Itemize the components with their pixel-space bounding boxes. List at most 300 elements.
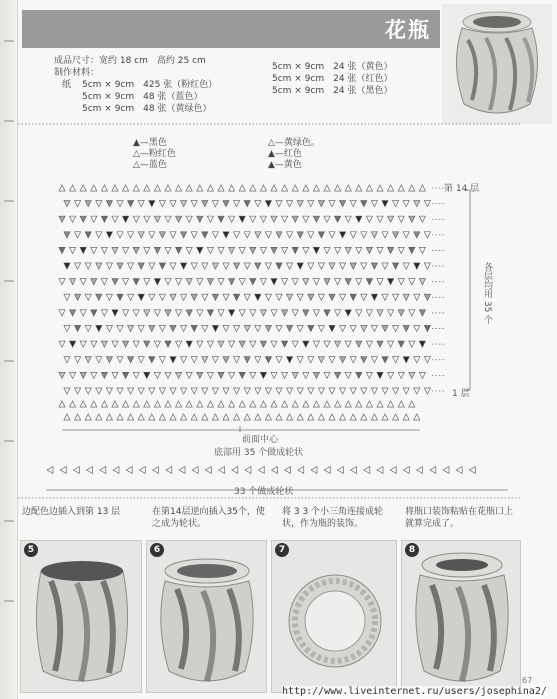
layer-triangle: [70, 216, 76, 222]
layer-triangle: [239, 247, 245, 253]
base-triangle: [85, 414, 91, 420]
layer-triangle: [244, 294, 250, 300]
layer-triangle: [324, 185, 330, 191]
layer-triangle: [80, 216, 86, 222]
layer-triangle: [59, 372, 65, 378]
base-triangle: [128, 414, 134, 420]
base-triangle: [101, 401, 107, 407]
layer-triangle: [366, 247, 372, 253]
layer-triangle: [265, 357, 271, 363]
layer-triangle: [303, 372, 309, 378]
layer-triangle: [239, 372, 245, 378]
base-triangle: [377, 401, 383, 407]
layer-triangle: [345, 279, 351, 285]
layer-triangle: [361, 357, 367, 363]
layer-triangle: [96, 357, 102, 363]
layer-triangle: [239, 341, 245, 347]
ring-triangle: [113, 467, 119, 474]
layer-triangle: [144, 247, 150, 253]
step-8-number: 8: [405, 543, 419, 557]
layer-triangle: [409, 310, 415, 316]
layer-triangle: [218, 185, 224, 191]
layer-triangle: [250, 247, 256, 253]
layer-triangle: [64, 201, 70, 207]
layer-triangle: [329, 325, 335, 331]
layer-triangle: [382, 263, 388, 269]
layer-triangle: [176, 341, 182, 347]
layer-triangle: [197, 372, 203, 378]
layer-triangle: [250, 310, 256, 316]
layer-triangle: [159, 325, 165, 331]
base-triangle: [207, 401, 213, 407]
base-triangle: [59, 401, 65, 407]
base-triangle: [123, 401, 129, 407]
layer-triangle: [144, 310, 150, 316]
base-triangle: [388, 401, 394, 407]
base-triangle: [112, 401, 118, 407]
layer-triangle: [303, 341, 309, 347]
layer-triangle: [276, 357, 282, 363]
layer-triangle: [70, 247, 76, 253]
layer-triangle: [287, 388, 293, 394]
base-triangle: [265, 414, 271, 420]
layer-triangle: [91, 247, 97, 253]
base-triangle: [144, 401, 150, 407]
layer-triangle: [324, 279, 330, 285]
layer-triangle: [207, 216, 213, 222]
layer-triangle: [282, 216, 288, 222]
layer-triangle: [186, 247, 192, 253]
layer-triangle: [159, 232, 165, 238]
layer-triangle: [117, 294, 123, 300]
ring-triangle: [469, 467, 475, 474]
layer-triangle: [223, 388, 229, 394]
base-triangle: [282, 401, 288, 407]
layer-triangle: [112, 310, 118, 316]
layer-triangle: [181, 201, 187, 207]
layer-triangle: [350, 294, 356, 300]
layer-triangle: [133, 310, 139, 316]
layer-triangle: [271, 372, 277, 378]
layer-triangle: [170, 232, 176, 238]
step-5-number: 5: [24, 543, 38, 557]
layer-triangle: [350, 263, 356, 269]
layer-triangle: [138, 294, 144, 300]
layer-triangle: [128, 232, 134, 238]
layer-triangle: [159, 388, 165, 394]
layer-triangle: [191, 325, 197, 331]
layer-triangle: [250, 279, 256, 285]
materials-label: 制作材料：: [54, 68, 100, 78]
layer-triangle: [144, 279, 150, 285]
layer-triangle: [229, 247, 235, 253]
layer-triangle: [133, 341, 139, 347]
layer-triangle: [133, 185, 139, 191]
layer-triangle: [64, 232, 70, 238]
layer-triangle: [292, 216, 298, 222]
layer-triangle: [398, 372, 404, 378]
layer-triangle: [297, 294, 303, 300]
base-triangle: [138, 414, 144, 420]
layer-triangle: [303, 279, 309, 285]
base-triangle: [154, 401, 160, 407]
layer-triangle: [361, 201, 367, 207]
layer-triangle: [165, 185, 171, 191]
layer-triangle: [106, 325, 112, 331]
layer-triangle: [106, 201, 112, 207]
ring-triangle: [126, 467, 132, 474]
layer-triangle: [133, 247, 139, 253]
layer-triangle: [382, 357, 388, 363]
layer-triangle: [419, 279, 425, 285]
legend-black: ▲—黑色: [133, 138, 167, 148]
layer-triangle: [361, 325, 367, 331]
layer-triangle: [149, 294, 155, 300]
layer-triangle: [318, 201, 324, 207]
layer-triangle: [123, 185, 129, 191]
base-triangle: [345, 401, 351, 407]
layer-triangle: [176, 247, 182, 253]
layer-triangle: [202, 263, 208, 269]
layer-triangle: [382, 325, 388, 331]
paper-left-3: 5cm × 9cm 48 张（黄绿色）: [82, 104, 212, 114]
layer-triangle: [96, 232, 102, 238]
layer-triangle: [186, 185, 192, 191]
layer-triangle: [106, 232, 112, 238]
base-triangle: [117, 414, 123, 420]
layer-triangle: [207, 341, 213, 347]
layer-triangle: [292, 310, 298, 316]
layer-triangle: [388, 372, 394, 378]
layer-triangle: [313, 216, 319, 222]
layer-triangle: [229, 372, 235, 378]
layer-triangle: [419, 372, 425, 378]
ring-triangle: [324, 467, 330, 474]
step-7-photo: [271, 540, 397, 693]
layer-triangle: [260, 216, 266, 222]
layer-triangle: [229, 216, 235, 222]
layer-triangle: [377, 279, 383, 285]
ring-triangle: [351, 467, 357, 474]
base-triangle: [350, 414, 356, 420]
layer-triangle: [419, 247, 425, 253]
layer-triangle: [239, 185, 245, 191]
legend-yellowgreen: △—黄绿色。: [268, 138, 320, 148]
layer-triangle: [292, 185, 298, 191]
layer-triangle: [403, 357, 409, 363]
layer-triangle: [393, 294, 399, 300]
base-triangle: [303, 401, 309, 407]
base-triangle: [340, 414, 346, 420]
layer-triangle: [313, 310, 319, 316]
layer-triangle: [229, 341, 235, 347]
layer-triangle: [409, 247, 415, 253]
layer-triangle: [388, 247, 394, 253]
layer-triangle: [419, 216, 425, 222]
layer-triangle: [128, 325, 134, 331]
layer-triangle: [64, 263, 70, 269]
layer-triangle: [75, 388, 81, 394]
layer-triangle: [303, 247, 309, 253]
layer-triangle: [176, 279, 182, 285]
layer-triangle: [424, 201, 430, 207]
source-url: http://www.liveinternet.ru/users/josephina2/: [282, 686, 547, 697]
layer-triangle: [186, 216, 192, 222]
layer-triangle: [223, 357, 229, 363]
layer-triangle: [255, 388, 261, 394]
layer-triangle: [393, 201, 399, 207]
layer-triangle: [403, 201, 409, 207]
base-triangle: [176, 401, 182, 407]
layer-triangle: [366, 341, 372, 347]
base-triangle: [197, 401, 203, 407]
layer-triangle: [371, 201, 377, 207]
layer-triangle: [212, 357, 218, 363]
layer-triangle: [276, 325, 282, 331]
layer-triangle: [265, 294, 271, 300]
layer-triangle: [117, 201, 123, 207]
layer-triangle: [329, 357, 335, 363]
layer-triangle: [340, 388, 346, 394]
layer-triangle: [197, 310, 203, 316]
layer-triangle: [159, 263, 165, 269]
layer-triangle: [393, 325, 399, 331]
ring-triangle: [47, 467, 53, 474]
layer-triangle: [377, 372, 383, 378]
layer-triangle: [186, 279, 192, 285]
base-triangle: [106, 414, 112, 420]
layer-triangle: [345, 372, 351, 378]
layer-triangle: [154, 185, 160, 191]
layer-triangle: [191, 201, 197, 207]
layer-triangle: [260, 247, 266, 253]
layer-triangle: [165, 216, 171, 222]
layer-triangle: [133, 372, 139, 378]
layer-triangle: [85, 232, 91, 238]
layer-triangle: [308, 263, 314, 269]
base-triangle: [324, 401, 330, 407]
layer-triangle: [207, 310, 213, 316]
layer-triangle: [85, 294, 91, 300]
layer-triangle: [75, 232, 81, 238]
layer-triangle: [313, 341, 319, 347]
size-text: 成品尺寸：宽约 18 cm 高约 25 cm: [54, 56, 206, 66]
layer-triangle: [403, 325, 409, 331]
layer-triangle: [377, 216, 383, 222]
layer-triangle: [154, 372, 160, 378]
base-triangle: [191, 414, 197, 420]
paper-left-1: 5cm × 9cm 425 张（粉红色）: [82, 80, 218, 90]
layer-triangle: [91, 216, 97, 222]
layer-triangle: [80, 185, 86, 191]
layer-triangle: [409, 372, 415, 378]
layer-triangle: [308, 325, 314, 331]
layer-triangle: [271, 341, 277, 347]
layer-triangle: [377, 185, 383, 191]
layer-triangle: [324, 372, 330, 378]
layer-triangle: [106, 294, 112, 300]
layer-triangle: [117, 357, 123, 363]
layer-triangle: [149, 388, 155, 394]
side-label: 各层均用 35 个: [482, 262, 492, 325]
base-triangle: [276, 414, 282, 420]
paper-right-3: 5cm × 9cm 24 张（黑色）: [272, 86, 393, 96]
layer-triangle: [271, 185, 277, 191]
layer-triangle: [59, 310, 65, 316]
layer-triangle: [255, 263, 261, 269]
paper-label: 纸: [62, 80, 72, 90]
layer-triangle: [149, 325, 155, 331]
layer-triangle: [186, 341, 192, 347]
layer-triangle: [144, 185, 150, 191]
layer-triangle: [260, 185, 266, 191]
base-triangle: [371, 414, 377, 420]
layer-triangle: [318, 294, 324, 300]
layer-triangle: [154, 216, 160, 222]
layer-triangle: [59, 247, 65, 253]
base-triangle: [361, 414, 367, 420]
layer-triangle: [117, 263, 123, 269]
layer-triangle: [112, 372, 118, 378]
base-triangle: [403, 414, 409, 420]
layer-triangle: [340, 201, 346, 207]
layer-triangle: [85, 357, 91, 363]
base-triangle: [250, 401, 256, 407]
layer-triangle: [350, 201, 356, 207]
layer-triangle: [123, 372, 129, 378]
layer-triangle: [85, 263, 91, 269]
layer-triangle: [250, 216, 256, 222]
layer-triangle: [202, 388, 208, 394]
layer-triangle: [271, 310, 277, 316]
layer-triangle: [186, 372, 192, 378]
layer-triangle: [138, 357, 144, 363]
layer-triangle: [393, 357, 399, 363]
layer-triangle: [96, 294, 102, 300]
ring-triangle: [73, 467, 79, 474]
base-triangle: [313, 401, 319, 407]
layer-triangle: [218, 372, 224, 378]
layer-triangle: [329, 232, 335, 238]
layer-triangle: [356, 216, 362, 222]
layer-triangle: [234, 294, 240, 300]
layer-triangle: [335, 279, 341, 285]
ring-triangle: [60, 467, 66, 474]
layer-triangle: [207, 185, 213, 191]
base-triangle: [165, 401, 171, 407]
layer-triangle: [398, 279, 404, 285]
layer-triangle: [149, 201, 155, 207]
layer-triangle: [377, 310, 383, 316]
layer-triangle: [308, 357, 314, 363]
layer-triangle: [128, 294, 134, 300]
layer-triangle: [244, 201, 250, 207]
layer-triangle: [138, 325, 144, 331]
layer-triangle: [292, 372, 298, 378]
layer-triangle: [340, 357, 346, 363]
base-triangle: [382, 414, 388, 420]
layer-triangle: [361, 232, 367, 238]
layer-triangle: [223, 232, 229, 238]
layer-triangle: [244, 263, 250, 269]
layer-triangle: [202, 232, 208, 238]
layer-triangle: [276, 388, 282, 394]
layer-triangle: [265, 263, 271, 269]
layer-triangle: [414, 357, 420, 363]
layer-triangle: [271, 216, 277, 222]
layer-triangle: [144, 372, 150, 378]
ring-triangle: [417, 467, 423, 474]
layer-triangle: [356, 341, 362, 347]
layer-triangle: [403, 294, 409, 300]
step-7-text: 将 3 3 个小三角连接成轮状，作为瓶的装饰。: [282, 507, 384, 529]
layer-triangle: [96, 263, 102, 269]
ring-triangle: [364, 467, 370, 474]
base-triangle: [170, 414, 176, 420]
layer-triangle: [75, 201, 81, 207]
ring-triangle: [232, 467, 238, 474]
layer-triangle: [366, 372, 372, 378]
layer-triangle: [176, 310, 182, 316]
layer-triangle: [388, 310, 394, 316]
base-triangle: [335, 401, 341, 407]
layer-triangle: [186, 310, 192, 316]
layer-triangle: [403, 263, 409, 269]
legend-red: ▲—红色: [268, 149, 302, 159]
ring-triangle: [456, 467, 462, 474]
layer-triangle: [80, 310, 86, 316]
layer-triangle: [350, 357, 356, 363]
layer-triangle: [101, 216, 107, 222]
layer-triangle: [265, 388, 271, 394]
layer-triangle: [308, 388, 314, 394]
layer-triangle: [398, 216, 404, 222]
layer-triangle: [335, 185, 341, 191]
layer-triangle: [133, 216, 139, 222]
layer-triangle: [329, 388, 335, 394]
layer-triangle: [335, 247, 341, 253]
layer-triangle: [144, 341, 150, 347]
layer-triangle: [223, 294, 229, 300]
layer-triangle: [197, 247, 203, 253]
layer-triangle: [212, 294, 218, 300]
step-5-photo: [20, 540, 142, 693]
ring-triangle: [258, 467, 264, 474]
layer-triangle: [106, 263, 112, 269]
layer-triangle: [282, 341, 288, 347]
layer-triangle: [106, 388, 112, 394]
layer-triangle: [244, 357, 250, 363]
layer-triangle: [170, 263, 176, 269]
ring-triangle: [285, 467, 291, 474]
layer-triangle: [218, 310, 224, 316]
layer-triangle: [424, 388, 430, 394]
layer-triangle: [202, 357, 208, 363]
layer-triangle: [101, 372, 107, 378]
ring-label: 33 个做成轮状: [234, 487, 294, 497]
layer-triangle: [282, 310, 288, 316]
layer-triangle: [234, 201, 240, 207]
base-triangle: [292, 401, 298, 407]
layer-triangle: [112, 247, 118, 253]
layer-triangle: [308, 232, 314, 238]
layer-triangle: [181, 294, 187, 300]
layer-triangle: [75, 325, 81, 331]
ring-triangle: [377, 467, 383, 474]
base-triangle: [244, 414, 250, 420]
layer-triangle: [398, 341, 404, 347]
ring-triangle: [311, 467, 317, 474]
